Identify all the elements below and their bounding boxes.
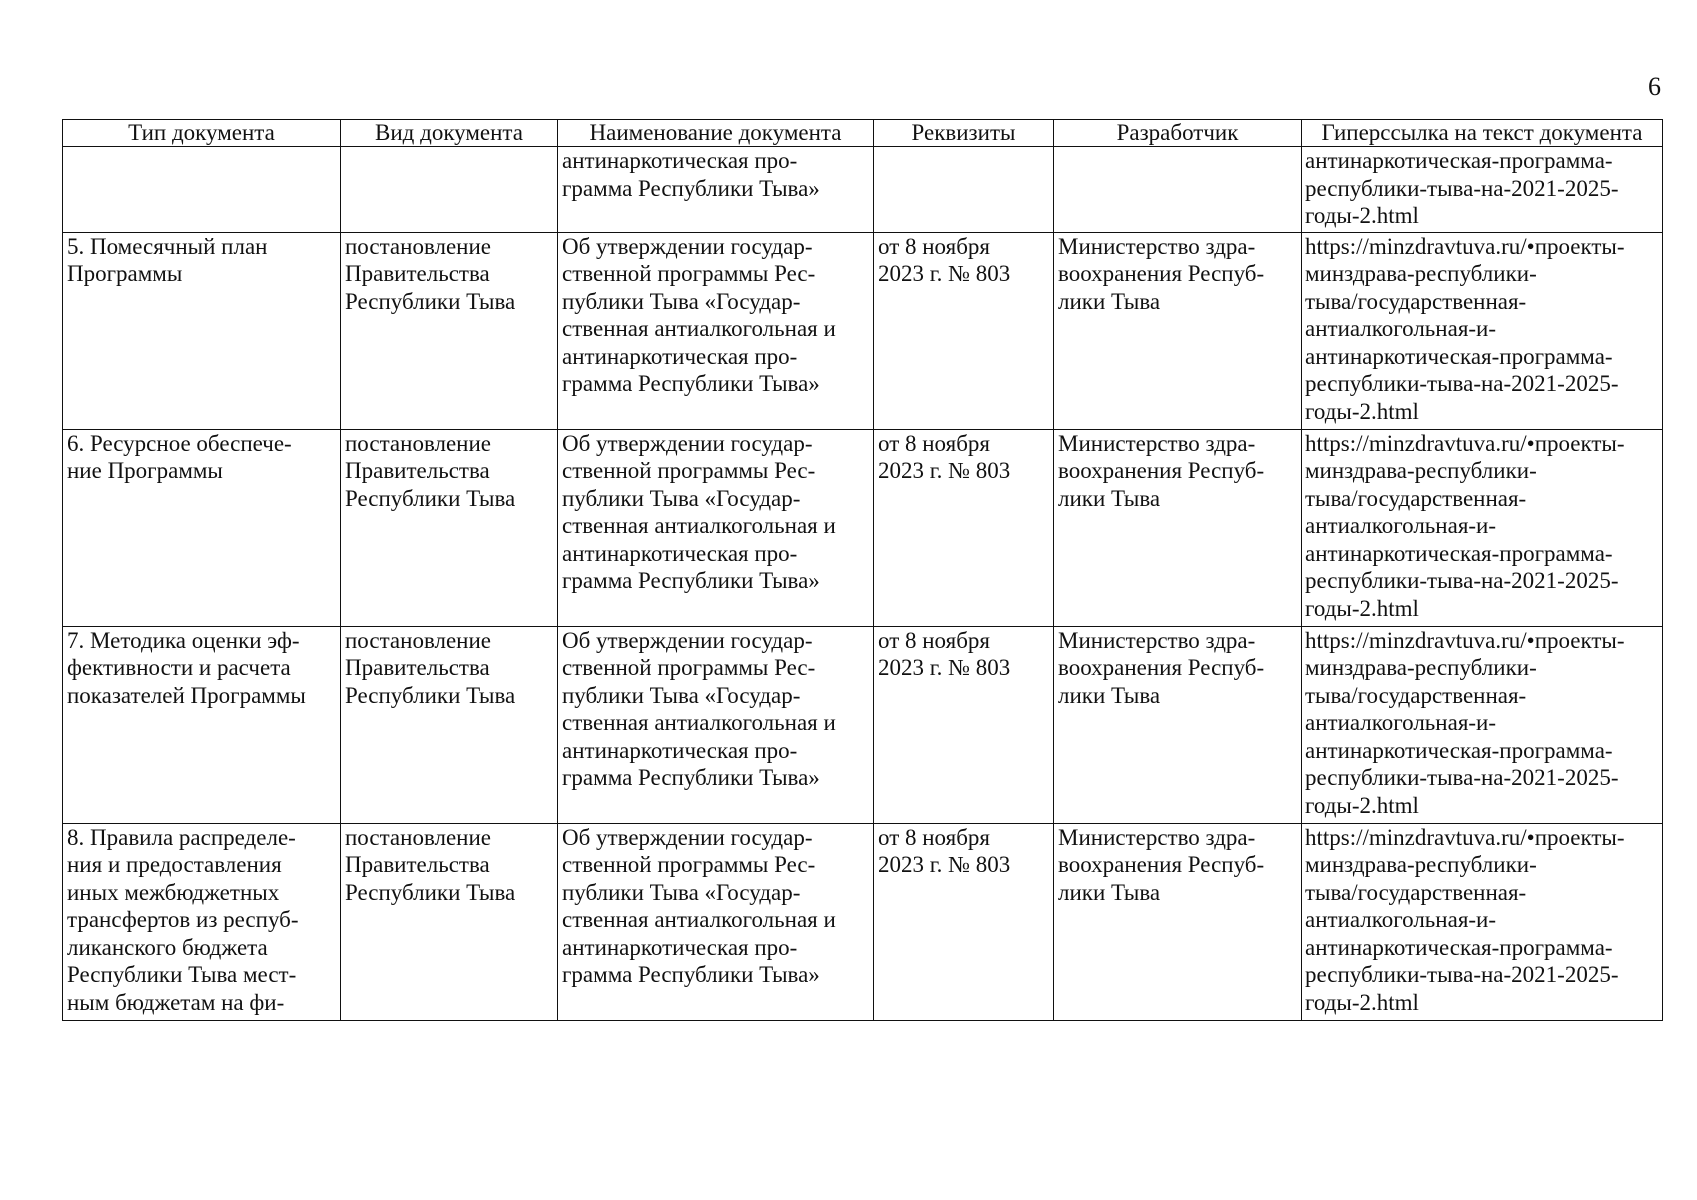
cell-doc-type: 8. Правила распределе- ния и предоставления иных межбюджетных трансфертов из респуб- ликанского бюджета Республики Тыва мест- ным бюджетам на фи- (63, 823, 341, 1020)
documents-table (62, 119, 1663, 1021)
cell-doc-details: от 8 ноября 2023 г. № 803 (874, 232, 1054, 429)
cell-hyperlink[interactable]: https://minzdravtuva.ru/•проекты- минздрава-республики- тыва/государственная- антиалкогольная-и- антинаркотическая-программа- республики-тыва-на-2021-2025- годы-2.html (1302, 626, 1663, 823)
cell-doc-details: от 8 ноября 2023 г. № 803 (874, 626, 1054, 823)
table-row (63, 626, 1663, 823)
table-row (63, 823, 1663, 1020)
cell-developer: Министерство здра- воохранения Респуб- лики Тыва (1054, 823, 1302, 1020)
table-row (63, 147, 1663, 233)
cell-doc-name: Об утверждении государ- ственной программы Рес- публики Тыва «Государ- ственная антиалкогольная и антинаркотическая про- грамма Республики Тыва» (558, 232, 874, 429)
cell-doc-type: 5. Помесячный план Программы (63, 232, 341, 429)
header-doc-details: Реквизиты (874, 120, 1054, 147)
cell-doc-kind: постановление Правительства Республики Тыва (341, 429, 558, 626)
table-row (63, 232, 1663, 429)
table-header-row (63, 120, 1663, 147)
cell-doc-kind (341, 147, 558, 233)
cell-developer: Министерство здра- воохранения Респуб- лики Тыва (1054, 232, 1302, 429)
cell-doc-name: Об утверждении государ- ственной программы Рес- публики Тыва «Государ- ственная антиалкогольная и антинаркотическая про- грамма Республики Тыва» (558, 429, 874, 626)
header-doc-kind: Вид документа (341, 120, 558, 147)
header-developer: Разработчик (1054, 120, 1302, 147)
header-doc-type: Тип документа (63, 120, 341, 147)
cell-doc-name: Об утверждении государ- ственной программы Рес- публики Тыва «Государ- ственная антиалкогольная и антинаркотическая про- грамма Республики Тыва» (558, 626, 874, 823)
header-hyperlink: Гиперссылка на текст документа (1302, 120, 1663, 147)
cell-hyperlink[interactable]: антинаркотическая-программа- республики-тыва-на-2021-2025- годы-2.html (1302, 147, 1663, 233)
cell-hyperlink[interactable]: https://minzdravtuva.ru/•проекты- минздрава-республики- тыва/государственная- антиалкогольная-и- антинаркотическая-программа- республики-тыва-на-2021-2025- годы-2.html (1302, 823, 1663, 1020)
cell-doc-name: антинаркотическая про- грамма Республики Тыва» (558, 147, 874, 233)
page-number: 6 (1648, 72, 1661, 101)
cell-doc-type (63, 147, 341, 233)
cell-developer: Министерство здра- воохранения Респуб- лики Тыва (1054, 626, 1302, 823)
cell-doc-name: Об утверждении государ- ственной программы Рес- публики Тыва «Государ- ственная антиалкогольная и антинаркотическая про- грамма Республики Тыва» (558, 823, 874, 1020)
table-row (63, 429, 1663, 626)
cell-doc-kind: постановление Правительства Республики Тыва (341, 823, 558, 1020)
cell-doc-type: 7. Методика оценки эф- фективности и расчета показателей Программы (63, 626, 341, 823)
cell-hyperlink[interactable]: https://minzdravtuva.ru/•проекты- минздрава-республики- тыва/государственная- антиалкогольная-и- антинаркотическая-программа- республики-тыва-на-2021-2025- годы-2.html (1302, 232, 1663, 429)
cell-hyperlink[interactable]: https://minzdravtuva.ru/•проекты- минздрава-республики- тыва/государственная- антиалкогольная-и- антинаркотическая-программа- республики-тыва-на-2021-2025- годы-2.html (1302, 429, 1663, 626)
cell-doc-details: от 8 ноября 2023 г. № 803 (874, 429, 1054, 626)
header-doc-name: Наименование документа (558, 120, 874, 147)
cell-doc-kind: постановление Правительства Республики Тыва (341, 626, 558, 823)
cell-developer (1054, 147, 1302, 233)
cell-doc-details (874, 147, 1054, 233)
cell-developer: Министерство здра- воохранения Респуб- лики Тыва (1054, 429, 1302, 626)
cell-doc-type: 6. Ресурсное обеспече- ние Программы (63, 429, 341, 626)
cell-doc-kind: постановление Правительства Республики Тыва (341, 232, 558, 429)
cell-doc-details: от 8 ноября 2023 г. № 803 (874, 823, 1054, 1020)
